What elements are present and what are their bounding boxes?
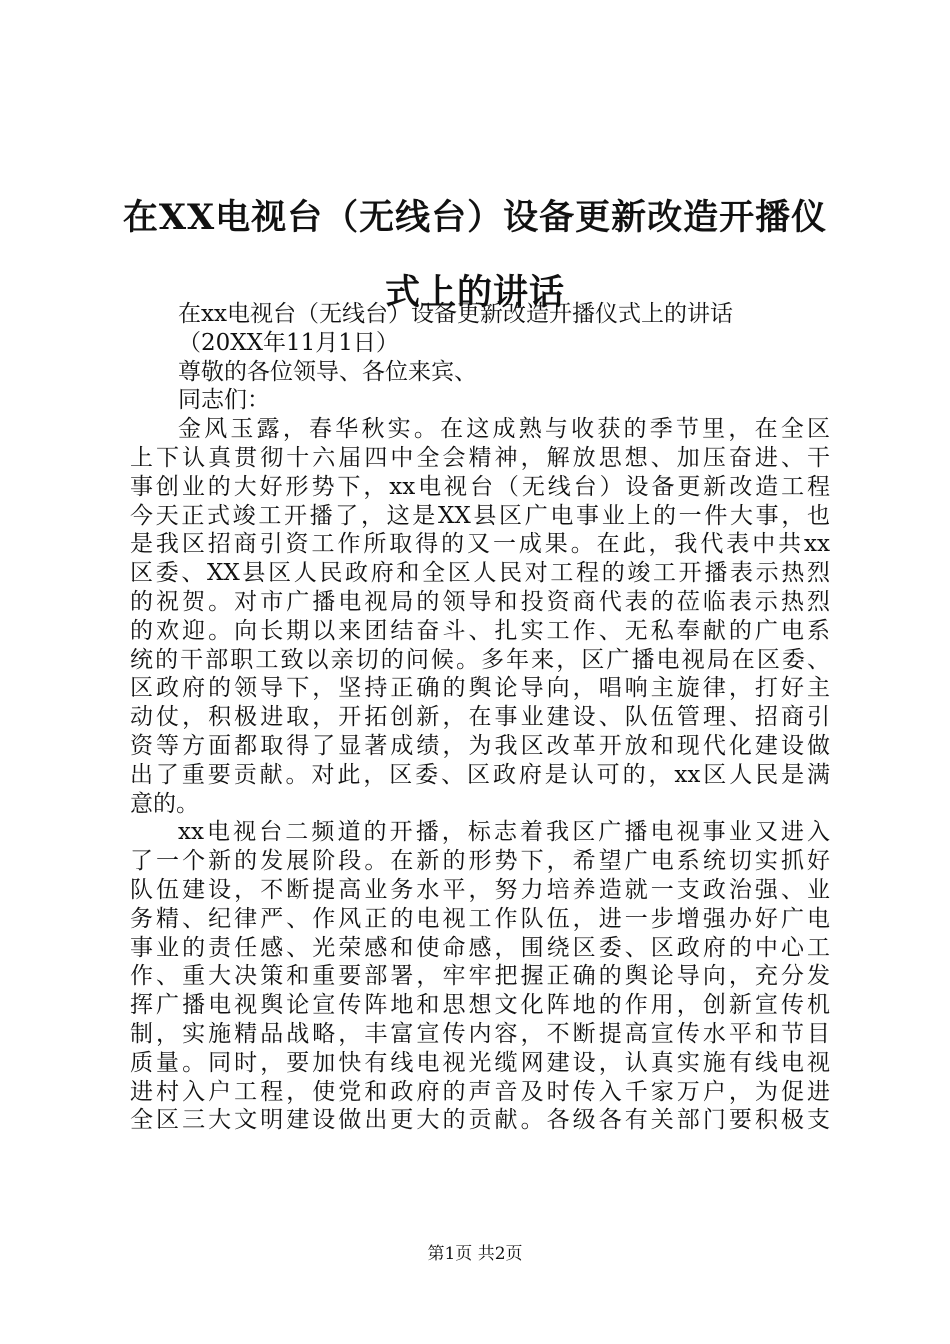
body-line: 区政府的领导下，坚持正确的舆论导向，唱响主旋律，打好主 [130, 675, 830, 702]
body-line: 队伍建设，不断提高业务水平，努力培养造就一支政治强、业 [130, 876, 830, 903]
title-line-1: 在XX电视台（无线台）设备更新改造开播仪 [122, 197, 828, 238]
body-line: 出了重要贡献。对此，区委、区政府是认可的，xx区人民是满 [130, 761, 830, 788]
body-line: 挥广播电视舆论宣传阵地和思想文化阵地的作用，创新宣传机 [130, 992, 830, 1019]
document-body [130, 300, 830, 1135]
body-line: 上下认真贯彻十六届四中全会精神，解放思想、加压奋进、干 [130, 444, 830, 471]
body-line: 务精、纪律严、作风正的电视工作队伍，进一步增强办好广电 [130, 905, 830, 932]
body-line: 全区三大文明建设做出更大的贡献。各级各有关部门要积极支 [130, 1107, 830, 1134]
body-line: 事创业的大好形势下，xx电视台（无线台）设备更新改造工程 [130, 473, 830, 500]
body-line: 区委、XX县区人民政府和全区人民对工程的竣工开播表示热烈 [130, 560, 830, 587]
body-line: 的欢迎。向长期以来团结奋斗、扎实工作、无私奉献的广电系 [130, 617, 830, 644]
body-line: 制，实施精品战略，丰富宣传内容，不断提高宣传水平和节目 [130, 1020, 830, 1047]
body-line: 金风玉露，春华秋实。在这成熟与收获的季节里，在全区 [178, 416, 830, 443]
body-line: 尊敬的各位领导、各位来宾、 [178, 358, 477, 385]
body-line: 统的干部职工致以亲切的问候。多年来，区广播电视局在区委、 [130, 646, 830, 673]
body-line: 质量。同时，要加快有线电视光缆网建设，认真实施有线电视 [130, 1049, 830, 1076]
body-line: 今天正式竣工开播了，这是XX县区广电事业上的一件大事，也 [130, 502, 830, 529]
body-line: 同志们： [178, 387, 270, 414]
body-line: 资等方面都取得了显著成绩，为我区改革开放和现代化建设做 [130, 732, 830, 759]
body-line: 动仗，积极进取，开拓创新，在事业建设、队伍管理、招商引 [130, 704, 830, 731]
body-line: 了一个新的发展阶段。在新的形势下，希望广电系统切实抓好 [130, 848, 830, 875]
body-line: （20XX年11月1日） [178, 329, 399, 356]
page-number-footer: 第1页 共2页 [427, 1244, 523, 1264]
body-line: 事业的责任感、光荣感和使命感，围绕区委、区政府的中心工 [130, 934, 830, 961]
body-line: 的祝贺。对市广播电视局的领导和投资商代表的莅临表示热烈 [130, 588, 830, 615]
body-line: 进村入户工程，使党和政府的声音及时传入千家万户，为促进 [130, 1078, 830, 1105]
body-line: 作、重大决策和重要部署，牢牢把握正确的舆论导向，充分发 [130, 963, 830, 990]
body-line: 意的。 [130, 790, 199, 817]
body-line: 是我区招商引资工作所取得的又一成果。在此，我代表中共xx [130, 531, 830, 558]
body-line: xx电视台二频道的开播，标志着我区广播电视事业又进入 [178, 819, 830, 846]
title-line-2: 式上的讲话 [384, 272, 565, 313]
body-line: 在xx电视台（无线台）设备更新改造开播仪式上的讲话 [178, 301, 733, 327]
